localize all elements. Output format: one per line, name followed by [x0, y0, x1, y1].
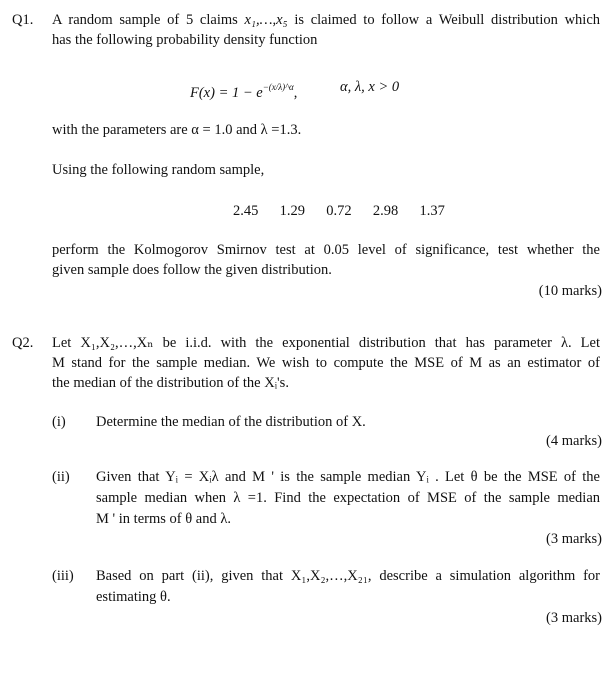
q1-formula-lhs: F(x) = 1 − e: [190, 85, 263, 101]
q2-part-iii-line1: Based on part (ii), given that X₁,X₂,…,X₂₁, describe a simulation algorithm for: [96, 568, 600, 584]
q2-part-iii-line2: estimating θ.: [96, 589, 171, 605]
q2-part-iii-label: (iii): [52, 568, 74, 584]
q1-intro-line2: has the following probability density function: [52, 32, 318, 48]
q1-params: with the parameters are α = 1.0 and λ =1.3.: [52, 122, 302, 138]
sample-value: 1.37: [419, 203, 445, 219]
sample-value: 2.45: [233, 203, 259, 219]
q2-part-i-marks: (4 marks): [546, 433, 602, 449]
q2-part-ii-label: (ii): [52, 469, 70, 485]
q1-using: Using the following random sample,: [52, 162, 265, 178]
q1-intro-b: is claimed to follow a Weibull distribution which: [294, 12, 601, 28]
q1-perform-line2: given sample does follow the given distribution.: [52, 262, 332, 278]
q2-number: Q2.: [12, 335, 34, 351]
q1-perform-line1: perform the Kolmogorov Smirnov test at 0.05 level of significance, test whether the: [52, 242, 600, 258]
sample-value: 1.29: [279, 203, 305, 219]
q1-intro-line1: [52, 11, 600, 29]
q1-formula-condition: α, λ, x > 0: [340, 79, 400, 95]
q2-part-i-text: Determine the median of the distribution of X.: [96, 414, 366, 430]
q1-formula: $F(x) = 1 - e^{-(x/\lambda)\^{}\alpha}$,: [190, 82, 298, 101]
q2-part-ii-line3: M ' in terms of θ and λ.: [96, 511, 231, 527]
q2-line1: Let X₁,X₂,…,Xₙ be i.i.d. with the exponential distribution that has parameter λ. Let: [52, 335, 600, 351]
q2-line2: M stand for the sample median. We wish to compute the MSE of M as an estimator of: [52, 355, 600, 371]
q1-number: Q1.: [12, 12, 34, 28]
q1-intro-vars: x₁,…,x₅: [244, 12, 288, 28]
q2-part-ii-line2: sample median when λ =1. Find the expectation of MSE of the sample median: [96, 490, 600, 506]
q1-intro-a: A random sample of 5 claims: [52, 12, 238, 28]
q2-part-ii-marks: (3 marks): [546, 531, 602, 547]
q2-line3: the median of the distribution of the Xᵢ's.: [52, 375, 289, 391]
q2-part-i-label: (i): [52, 414, 66, 430]
sample-value: 0.72: [326, 203, 352, 219]
q2-part-ii-line1: Given that Yᵢ = Xᵢλ and M ' is the sample median Yᵢ . Let θ be the MSE of the: [96, 469, 600, 485]
q1-sample-values: [233, 202, 445, 220]
q1-marks: (10 marks): [538, 283, 602, 299]
sample-value: 2.98: [372, 203, 399, 219]
q2-part-iii-marks: (3 marks): [546, 610, 602, 626]
q1-formula-exponent: −(x/λ)^α: [262, 82, 294, 92]
